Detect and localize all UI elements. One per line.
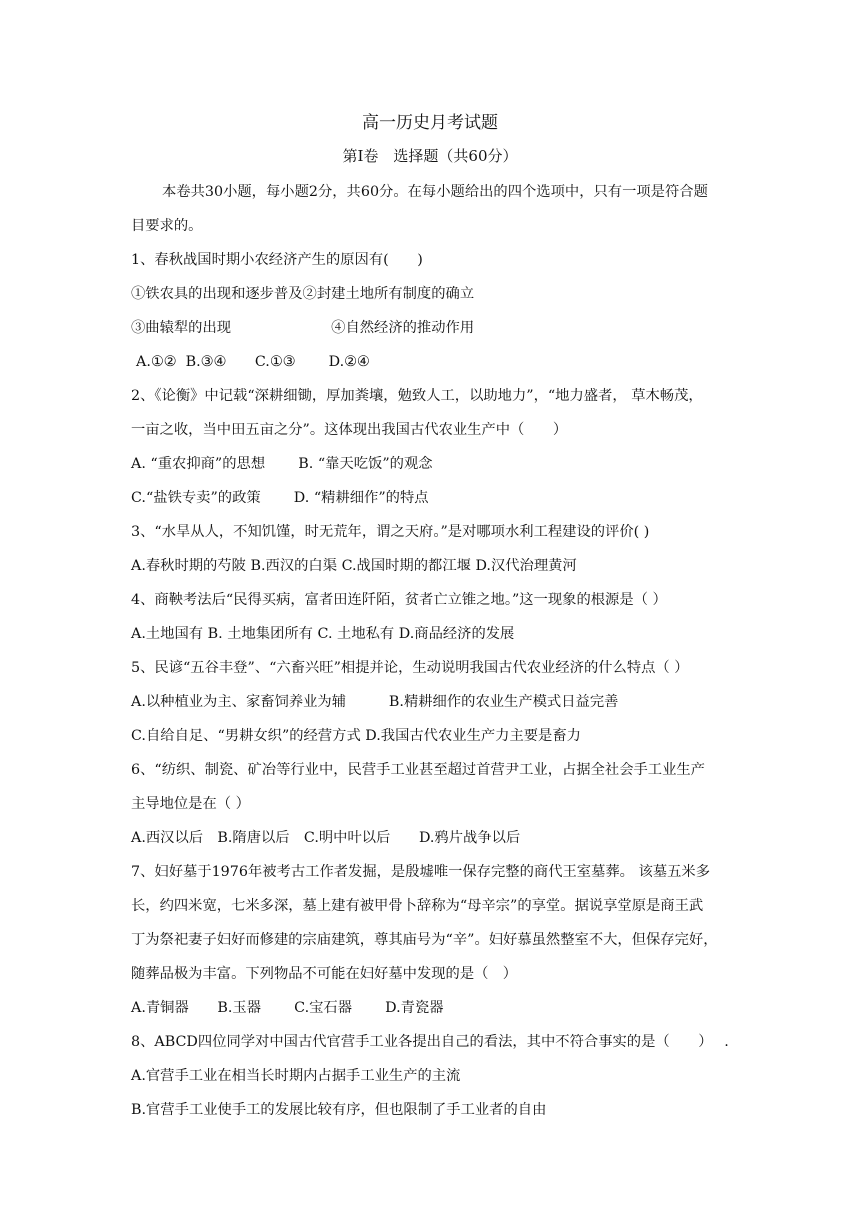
q5-options-2: C.自给自足、“男耕女织”的经营方式 D.我国古代农业生产力主要是畜力 [131, 728, 581, 744]
q3-stem: 3、“水旱从人，不知饥馑，时无荒年，谓之天府。”是对哪项水利工程建设的评价( ) [131, 524, 650, 540]
q8-option-a: A.官营手工业在相当长时期内占据手工业生产的主流 [131, 1068, 461, 1084]
q6-stem-2: 主导地位是在（ ） [131, 796, 250, 812]
q2-options-1: A. “重农抑商”的思想 B. “靠天吃饭”的观念 [131, 456, 433, 472]
q7-stem-2: 长，约四米宽，七米多深，墓上建有被甲骨卜辞称为“母辛宗”的享堂。据说享堂原是商王武 [131, 898, 704, 914]
q2-stem-2: 一亩之收，当中田五亩之分”。这体现出我国古代农业生产中（ ） [131, 422, 568, 438]
q4-options: A.土地国有 B. 土地集团所有 C. 土地私有 D.商品经济的发展 [131, 626, 515, 642]
instructions-line-1: 本卷共30小题，每小题2分，共60分。在每小题给出的四个选项中，只有一项是符合题 [162, 184, 708, 200]
q4-stem: 4、商鞅考法后“民得买病，富者田连阡陌，贫者亡立锥之地。”这一现象的根源是（ ） [131, 592, 667, 608]
q6-options: A.西汉以后 B.隋唐以后 C.明中叶以后 D.鸦片战争以后 [131, 830, 521, 846]
q8-option-b: B.官营手工业使手工的发展比较有序，但也限制了手工业者的自由 [131, 1102, 547, 1118]
q7-stem-4: 随葬品极为丰富。下列物品不可能在妇好墓中发现的是（ ） [131, 966, 518, 982]
section-heading: 第Ⅰ卷 选择题（共60分） [342, 147, 518, 165]
q2-stem-1: 2、《论衡》中记载“深耕细锄，厚加粪壤，勉致人工，以助地力”，“地力盛者， 草木畅茂， [131, 388, 703, 404]
q2-options-2: C.“盐铁专卖”的政策 D. “精耕细作”的特点 [131, 490, 429, 506]
q7-stem-3: 丁为祭祀妻子妇好而修建的宗庙建筑，尊其庙号为“辛”。妇好慕虽然整室不大，但保存完好， [131, 932, 718, 948]
q7-stem-1: 7、妇好墓于1976年被考古工作者发掘，是殷墟唯一保存完整的商代王室墓葬。 该墓五米多 [131, 864, 711, 880]
q5-options-1: A.以种植业为主、家畜饲养业为辅 B.精耕细作的农业生产模式日益完善 [131, 694, 619, 710]
q3-options: A.春秋时期的芍陂 B.西汉的白渠 C.战国时期的都江堰 D.汉代治理黄河 [131, 558, 577, 574]
q1-options: A.①② B.③④ C.①③ D.②④ [136, 354, 370, 370]
q1-statements-a: ①铁农具的出现和逐步普及②封建土地所有制度的确立 [131, 286, 475, 302]
q1-stem: 1、春秋战国时期小农经济产生的原因有( ) [131, 252, 423, 268]
exam-title: 高一历史月考试题 [362, 113, 498, 133]
q6-stem-1: 6、“纺织、制瓷、矿冶等行业中，民营手工业甚至超过首营尹工业，占据全社会手工业生产 [131, 762, 705, 778]
q5-stem: 5、民谚“五谷丰登”、“六畜兴旺”相提并论，生动说明我国古代农业经济的什么特点（ ） [131, 660, 689, 676]
instructions-line-2: 目要求的。 [131, 218, 203, 234]
q1-statements-b: ③曲辕犁的出现 ④自然经济的推动作用 [131, 320, 475, 336]
q7-options: A.青铜器 B.玉器 C.宝石器 D.青瓷器 [131, 1000, 444, 1016]
q8-stem: 8、ABCD四位同学对中国古代官营手工业各提出自己的看法，其中不符合事实的是（ ） . [131, 1034, 729, 1050]
